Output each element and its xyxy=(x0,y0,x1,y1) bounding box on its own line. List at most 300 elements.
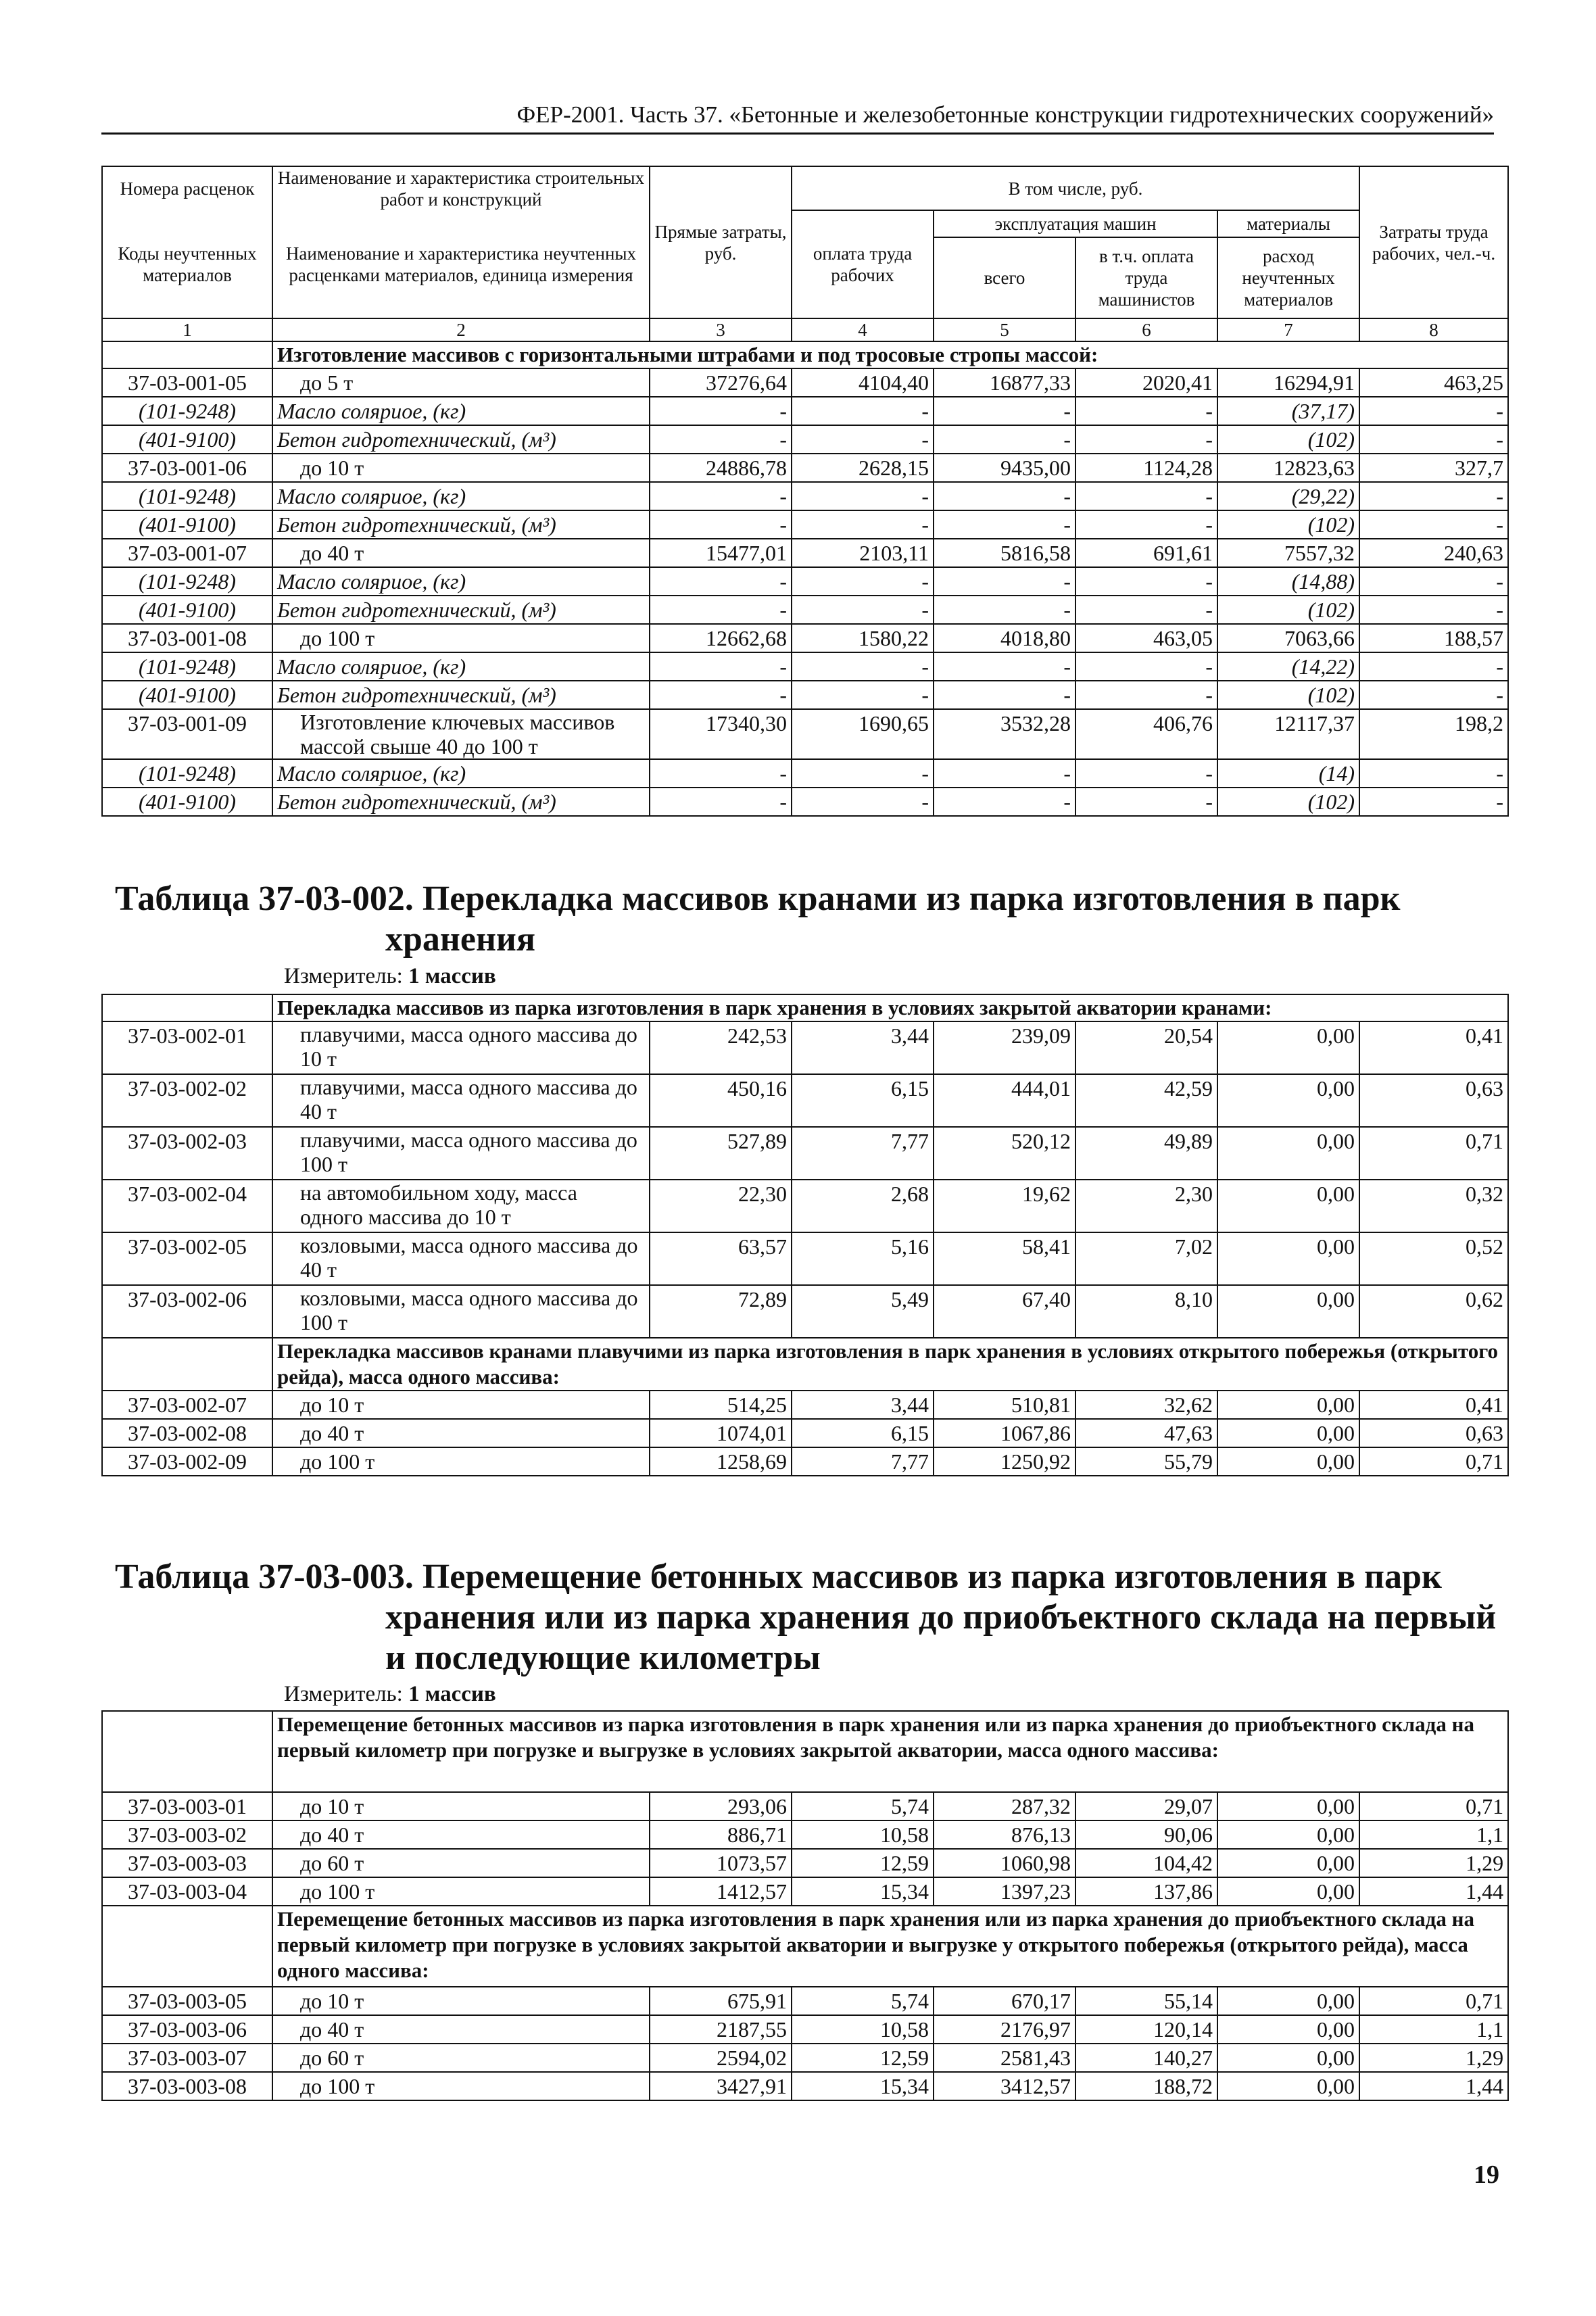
material-code: (101-9248) xyxy=(102,397,272,425)
worker-wage: 15,34 xyxy=(792,2072,934,2100)
worker-wage: 12,59 xyxy=(792,2044,934,2072)
material-code: (401-9100) xyxy=(102,596,272,624)
material-code: (101-9248) xyxy=(102,482,272,510)
labor-hours: 0,52 xyxy=(1359,1232,1508,1285)
machinist-wage: 7,02 xyxy=(1075,1232,1217,1285)
material-name: Бетон гидротехнический, (м³) xyxy=(272,681,650,709)
labor-hours: 0,41 xyxy=(1359,1021,1508,1074)
col-header-machines: эксплуатация машин xyxy=(934,210,1217,237)
worker-wage: 5,74 xyxy=(792,1987,934,2015)
section-header-row xyxy=(102,994,1508,1021)
measure-label xyxy=(284,964,496,989)
section-header-row xyxy=(102,1711,1508,1792)
machinist-wage: 2020,41 xyxy=(1075,368,1217,397)
table-row xyxy=(102,709,1508,759)
rate-name: до 60 т xyxy=(272,2044,650,2072)
rate-code: 37-03-003-07 xyxy=(102,2044,272,2072)
rate-code: 37-03-003-04 xyxy=(102,1877,272,1906)
dash-cell: - xyxy=(1359,567,1508,596)
section-spacer xyxy=(102,341,272,368)
section-header: Перемещение бетонных массивов из парка изготовления в парк хранения или из парка хранения до приобъектного склада на первый километр при погрузке в условиях закрытой акватории и выгрузке у открытого побережья (открытого рейда), масса одного массива: xyxy=(272,1906,1508,1987)
direct-cost: 17340,30 xyxy=(650,709,792,759)
rate-name: до 5 т xyxy=(272,368,650,397)
table-row xyxy=(102,2072,1508,2100)
worker-wage: 10,58 xyxy=(792,1820,934,1849)
col-header-labor: Затраты труда рабочих, чел.-ч. xyxy=(1359,166,1508,318)
machinist-wage: 188,72 xyxy=(1075,2072,1217,2100)
direct-cost: 242,53 xyxy=(650,1021,792,1074)
table-row xyxy=(102,1820,1508,1849)
section-header-row xyxy=(102,1906,1508,1987)
machines-total: 1250,92 xyxy=(934,1447,1075,1476)
col-number: 5 xyxy=(934,318,1075,341)
table-row xyxy=(102,1074,1508,1127)
dash-cell: - xyxy=(1075,652,1217,681)
dash-cell: - xyxy=(934,510,1075,539)
rate-code: 37-03-001-09 xyxy=(102,709,272,759)
dash-cell: - xyxy=(934,596,1075,624)
labor-hours: 0,63 xyxy=(1359,1074,1508,1127)
dash-cell: - xyxy=(1075,482,1217,510)
table-row xyxy=(102,1849,1508,1877)
material-consumption: (102) xyxy=(1217,681,1359,709)
materials: 16294,91 xyxy=(1217,368,1359,397)
material-consumption: (37,17) xyxy=(1217,397,1359,425)
dash-cell: - xyxy=(650,482,792,510)
materials: 0,00 xyxy=(1217,1232,1359,1285)
machinist-wage: 463,05 xyxy=(1075,624,1217,652)
dash-cell: - xyxy=(1359,681,1508,709)
table-row xyxy=(102,1180,1508,1232)
rates-table-37-03-003 xyxy=(101,1710,1509,2101)
measure-value: 1 массив xyxy=(408,1682,496,1706)
rate-name: до 10 т xyxy=(272,454,650,482)
materials: 0,00 xyxy=(1217,1021,1359,1074)
machinist-wage: 47,63 xyxy=(1075,1419,1217,1447)
machines-total: 239,09 xyxy=(934,1021,1075,1074)
labor-hours: 1,44 xyxy=(1359,2072,1508,2100)
direct-cost: 3427,91 xyxy=(650,2072,792,2100)
materials: 0,00 xyxy=(1217,2044,1359,2072)
table-row xyxy=(102,1419,1508,1447)
labor-hours: 0,71 xyxy=(1359,1127,1508,1180)
section-spacer xyxy=(102,1711,272,1792)
rate-code: 37-03-002-06 xyxy=(102,1285,272,1338)
dash-cell: - xyxy=(934,482,1075,510)
labor-hours: 463,25 xyxy=(1359,368,1508,397)
machines-total: 520,12 xyxy=(934,1127,1075,1180)
material-code: (401-9100) xyxy=(102,425,272,454)
dash-cell: - xyxy=(792,482,934,510)
worker-wage: 5,74 xyxy=(792,1792,934,1820)
machinist-wage: 55,14 xyxy=(1075,1987,1217,2015)
labor-hours: 1,1 xyxy=(1359,1820,1508,1849)
dash-cell: - xyxy=(1075,759,1217,788)
rate-code: 37-03-003-08 xyxy=(102,2072,272,2100)
rate-name: до 10 т xyxy=(272,1987,650,2015)
material-consumption: (102) xyxy=(1217,425,1359,454)
table-title-line-1: Таблица 37-03-003. Перемещение бетонных массивов из парка изготовления в парк xyxy=(115,1558,1442,1596)
rate-name: до 40 т xyxy=(272,539,650,567)
machines-total: 670,17 xyxy=(934,1987,1075,2015)
material-consumption: (14,22) xyxy=(1217,652,1359,681)
table-row xyxy=(102,1127,1508,1180)
machines-total: 1067,86 xyxy=(934,1419,1075,1447)
rate-code: 37-03-002-04 xyxy=(102,1180,272,1232)
direct-cost: 24886,78 xyxy=(650,454,792,482)
table-row xyxy=(102,2015,1508,2044)
col-number: 8 xyxy=(1359,318,1508,341)
machines-total: 58,41 xyxy=(934,1232,1075,1285)
page-number: 19 xyxy=(1474,2161,1499,2189)
dash-cell: - xyxy=(1359,425,1508,454)
col-header-machines-wage: в т.ч. оплата труда машинистов xyxy=(1075,237,1217,318)
machines-total: 1397,23 xyxy=(934,1877,1075,1906)
machines-total: 9435,00 xyxy=(934,454,1075,482)
dash-cell: - xyxy=(1075,681,1217,709)
table-row xyxy=(102,1792,1508,1820)
dash-cell: - xyxy=(1359,652,1508,681)
rate-code: 37-03-001-07 xyxy=(102,539,272,567)
machinist-wage: 120,14 xyxy=(1075,2015,1217,2044)
dash-cell: - xyxy=(1359,788,1508,816)
table-row xyxy=(102,539,1508,567)
materials: 7557,32 xyxy=(1217,539,1359,567)
section-header: Перемещение бетонных массивов из парка изготовления в парк хранения или из парка хранения до приобъектного склада на первый километр при погрузке и выгрузке в условиях закрытой акватории, масса одного массива: xyxy=(272,1711,1508,1792)
section-spacer xyxy=(102,994,272,1021)
material-code: (401-9100) xyxy=(102,788,272,816)
col-header-materials-sub: расход неучтенных материалов xyxy=(1217,237,1359,318)
material-row xyxy=(102,425,1508,454)
section-spacer xyxy=(102,1338,272,1391)
machines-total: 16877,33 xyxy=(934,368,1075,397)
rate-name: козловыми, масса одного массива до 100 т xyxy=(272,1285,650,1338)
dash-cell: - xyxy=(934,681,1075,709)
dash-cell: - xyxy=(650,652,792,681)
dash-cell: - xyxy=(792,788,934,816)
dash-cell: - xyxy=(650,397,792,425)
table-title-37-03-003 xyxy=(115,1557,1496,1679)
material-consumption: (102) xyxy=(1217,596,1359,624)
rate-code: 37-03-002-09 xyxy=(102,1447,272,1476)
col-header-incl: В том числе, руб. xyxy=(792,166,1359,210)
measure-label-text: Измеритель: xyxy=(284,1682,409,1706)
machines-total: 1060,98 xyxy=(934,1849,1075,1877)
dash-cell: - xyxy=(934,567,1075,596)
material-name: Бетон гидротехнический, (м³) xyxy=(272,788,650,816)
dash-cell: - xyxy=(934,425,1075,454)
machines-total: 876,13 xyxy=(934,1820,1075,1849)
materials: 12823,63 xyxy=(1217,454,1359,482)
direct-cost: 514,25 xyxy=(650,1391,792,1419)
material-row xyxy=(102,788,1508,816)
table-row xyxy=(102,1447,1508,1476)
material-name: Бетон гидротехнический, (м³) xyxy=(272,596,650,624)
materials: 0,00 xyxy=(1217,1285,1359,1338)
rate-code: 37-03-001-06 xyxy=(102,454,272,482)
worker-wage: 6,15 xyxy=(792,1419,934,1447)
dash-cell: - xyxy=(1075,397,1217,425)
page-header: ФЕР-2001. Часть 37. «Бетонные и железобетонные конструкции гидротехнических сооружений» xyxy=(101,101,1494,135)
table-row xyxy=(102,1232,1508,1285)
col-header-codes-top: Номера расценок xyxy=(102,166,272,210)
direct-cost: 15477,01 xyxy=(650,539,792,567)
labor-hours: 1,29 xyxy=(1359,2044,1508,2072)
materials: 0,00 xyxy=(1217,1877,1359,1906)
dash-cell: - xyxy=(1359,482,1508,510)
worker-wage: 1580,22 xyxy=(792,624,934,652)
materials: 0,00 xyxy=(1217,1391,1359,1419)
worker-wage: 6,15 xyxy=(792,1074,934,1127)
section-header: Перекладка массивов кранами плавучими из парка изготовления в парк хранения в условиях открытого побережья (открытого рейда), масса одного массива: xyxy=(272,1338,1508,1391)
direct-cost: 37276,64 xyxy=(650,368,792,397)
rate-code: 37-03-002-07 xyxy=(102,1391,272,1419)
section-spacer xyxy=(102,1906,272,1987)
worker-wage: 15,34 xyxy=(792,1877,934,1906)
machines-total: 19,62 xyxy=(934,1180,1075,1232)
material-consumption: (14,88) xyxy=(1217,567,1359,596)
table-row xyxy=(102,1021,1508,1074)
material-row xyxy=(102,510,1508,539)
material-consumption: (102) xyxy=(1217,788,1359,816)
machines-total: 2176,97 xyxy=(934,2015,1075,2044)
machines-total: 510,81 xyxy=(934,1391,1075,1419)
material-row xyxy=(102,482,1508,510)
labor-hours: 198,2 xyxy=(1359,709,1508,759)
material-row xyxy=(102,681,1508,709)
machinist-wage: 20,54 xyxy=(1075,1021,1217,1074)
labor-hours: 1,44 xyxy=(1359,1877,1508,1906)
worker-wage: 7,77 xyxy=(792,1127,934,1180)
rate-name: плавучими, масса одного массива до 10 т xyxy=(272,1021,650,1074)
material-consumption: (14) xyxy=(1217,759,1359,788)
rate-code: 37-03-003-03 xyxy=(102,1849,272,1877)
machinist-wage: 55,79 xyxy=(1075,1447,1217,1476)
section-header-row xyxy=(102,341,1508,368)
direct-cost: 22,30 xyxy=(650,1180,792,1232)
worker-wage: 2,68 xyxy=(792,1180,934,1232)
machinist-wage: 32,62 xyxy=(1075,1391,1217,1419)
rate-name: Изготовление ключевых массивов массой свыше 40 до 100 т xyxy=(272,709,650,759)
dash-cell: - xyxy=(1359,759,1508,788)
dash-cell: - xyxy=(792,510,934,539)
dash-cell: - xyxy=(934,759,1075,788)
col-header-machines-total: всего xyxy=(934,237,1075,318)
machinist-wage: 8,10 xyxy=(1075,1285,1217,1338)
materials: 0,00 xyxy=(1217,1792,1359,1820)
rate-code: 37-03-003-05 xyxy=(102,1987,272,2015)
labor-hours: 0,71 xyxy=(1359,1447,1508,1476)
rate-code: 37-03-002-01 xyxy=(102,1021,272,1074)
rate-name: до 10 т xyxy=(272,1792,650,1820)
materials: 0,00 xyxy=(1217,1820,1359,1849)
labor-hours: 0,32 xyxy=(1359,1180,1508,1232)
labor-hours: 188,57 xyxy=(1359,624,1508,652)
machines-total: 287,32 xyxy=(934,1792,1075,1820)
worker-wage: 10,58 xyxy=(792,2015,934,2044)
materials: 0,00 xyxy=(1217,1419,1359,1447)
materials: 0,00 xyxy=(1217,1849,1359,1877)
rate-name: до 100 т xyxy=(272,2072,650,2100)
material-row xyxy=(102,759,1508,788)
machinist-wage: 42,59 xyxy=(1075,1074,1217,1127)
material-name: Масло соляриое, (кг) xyxy=(272,759,650,788)
rate-code: 37-03-002-03 xyxy=(102,1127,272,1180)
col-number: 2 xyxy=(272,318,650,341)
worker-wage: 2103,11 xyxy=(792,539,934,567)
dash-cell: - xyxy=(1359,596,1508,624)
material-row xyxy=(102,596,1508,624)
labor-hours: 1,1 xyxy=(1359,2015,1508,2044)
col-header-codes-bottom: Коды неучтенных материалов xyxy=(102,210,272,318)
worker-wage: 5,49 xyxy=(792,1285,934,1338)
col-header-name-top: Наименование и характеристика строительных работ и конструкций xyxy=(272,166,650,210)
section-header-row xyxy=(102,1338,1508,1391)
table-row xyxy=(102,454,1508,482)
labor-hours: 1,29 xyxy=(1359,1849,1508,1877)
direct-cost: 1074,01 xyxy=(650,1419,792,1447)
material-name: Масло соляриое, (кг) xyxy=(272,652,650,681)
materials: 0,00 xyxy=(1217,2015,1359,2044)
table-row xyxy=(102,1285,1508,1338)
rate-code: 37-03-003-06 xyxy=(102,2015,272,2044)
materials: 12117,37 xyxy=(1217,709,1359,759)
machines-total: 444,01 xyxy=(934,1074,1075,1127)
dash-cell: - xyxy=(1075,510,1217,539)
dash-cell: - xyxy=(650,759,792,788)
material-name: Масло соляриое, (кг) xyxy=(272,397,650,425)
materials: 0,00 xyxy=(1217,1127,1359,1180)
machines-total: 4018,80 xyxy=(934,624,1075,652)
machines-total: 3532,28 xyxy=(934,709,1075,759)
machinist-wage: 90,06 xyxy=(1075,1820,1217,1849)
table-row xyxy=(102,1987,1508,2015)
worker-wage: 3,44 xyxy=(792,1021,934,1074)
measure-label xyxy=(284,1682,496,1707)
dash-cell: - xyxy=(792,759,934,788)
dash-cell: - xyxy=(934,397,1075,425)
dash-cell: - xyxy=(1075,567,1217,596)
machinist-wage: 140,27 xyxy=(1075,2044,1217,2072)
direct-cost: 293,06 xyxy=(650,1792,792,1820)
dash-cell: - xyxy=(792,425,934,454)
material-code: (101-9248) xyxy=(102,759,272,788)
direct-cost: 1412,57 xyxy=(650,1877,792,1906)
col-number: 7 xyxy=(1217,318,1359,341)
col-number: 1 xyxy=(102,318,272,341)
labor-hours: 240,63 xyxy=(1359,539,1508,567)
dash-cell: - xyxy=(650,425,792,454)
dash-cell: - xyxy=(1359,397,1508,425)
rate-name: до 40 т xyxy=(272,2015,650,2044)
worker-wage: 2628,15 xyxy=(792,454,934,482)
labor-hours: 0,62 xyxy=(1359,1285,1508,1338)
labor-hours: 0,63 xyxy=(1359,1419,1508,1447)
col-header-direct: Прямые затраты, руб. xyxy=(650,166,792,318)
worker-wage: 7,77 xyxy=(792,1447,934,1476)
rate-name: плавучими, масса одного массива до 40 т xyxy=(272,1074,650,1127)
material-name: Бетон гидротехнический, (м³) xyxy=(272,425,650,454)
direct-cost: 1073,57 xyxy=(650,1849,792,1877)
table-row xyxy=(102,1877,1508,1906)
materials: 0,00 xyxy=(1217,1987,1359,2015)
direct-cost: 450,16 xyxy=(650,1074,792,1127)
materials: 0,00 xyxy=(1217,1180,1359,1232)
section-header: Перекладка массивов из парка изготовления в парк хранения в условиях закрытой акватории кранами: xyxy=(272,994,1508,1021)
dash-cell: - xyxy=(792,652,934,681)
direct-cost: 2187,55 xyxy=(650,2015,792,2044)
table-title-line-2: хранения или из парка хранения до приобъектного склада на первый xyxy=(385,1598,1497,1637)
materials: 0,00 xyxy=(1217,1074,1359,1127)
worker-wage: 5,16 xyxy=(792,1232,934,1285)
direct-cost: 2594,02 xyxy=(650,2044,792,2072)
rate-code: 37-03-003-02 xyxy=(102,1820,272,1849)
worker-wage: 4104,40 xyxy=(792,368,934,397)
direct-cost: 72,89 xyxy=(650,1285,792,1338)
labor-hours: 0,41 xyxy=(1359,1391,1508,1419)
machines-total: 67,40 xyxy=(934,1285,1075,1338)
dash-cell: - xyxy=(934,788,1075,816)
direct-cost: 63,57 xyxy=(650,1232,792,1285)
materials: 7063,66 xyxy=(1217,624,1359,652)
col-header-materials: материалы xyxy=(1217,210,1359,237)
dash-cell: - xyxy=(650,596,792,624)
measure-value: 1 массив xyxy=(408,964,496,988)
material-consumption: (29,22) xyxy=(1217,482,1359,510)
direct-cost: 675,91 xyxy=(650,1987,792,2015)
material-code: (401-9100) xyxy=(102,681,272,709)
material-row xyxy=(102,652,1508,681)
dash-cell: - xyxy=(792,681,934,709)
material-name: Бетон гидротехнический, (м³) xyxy=(272,510,650,539)
rate-name: до 40 т xyxy=(272,1820,650,1849)
col-header-wage: оплата труда рабочих xyxy=(792,210,934,318)
worker-wage: 12,59 xyxy=(792,1849,934,1877)
dash-cell: - xyxy=(650,788,792,816)
dash-cell: - xyxy=(650,681,792,709)
dash-cell: - xyxy=(1359,510,1508,539)
table-row xyxy=(102,368,1508,397)
labor-hours: 327,7 xyxy=(1359,454,1508,482)
dash-cell: - xyxy=(1075,788,1217,816)
dash-cell: - xyxy=(650,510,792,539)
material-code: (101-9248) xyxy=(102,567,272,596)
direct-cost: 886,71 xyxy=(650,1820,792,1849)
labor-hours: 0,71 xyxy=(1359,1987,1508,2015)
col-number: 6 xyxy=(1075,318,1217,341)
machinist-wage: 691,61 xyxy=(1075,539,1217,567)
materials: 0,00 xyxy=(1217,1447,1359,1476)
rate-name: до 10 т xyxy=(272,1391,650,1419)
machinist-wage: 104,42 xyxy=(1075,1849,1217,1877)
material-code: (101-9248) xyxy=(102,652,272,681)
rate-code: 37-03-002-08 xyxy=(102,1419,272,1447)
machinist-wage: 49,89 xyxy=(1075,1127,1217,1180)
table-row xyxy=(102,1391,1508,1419)
dash-cell: - xyxy=(934,652,1075,681)
dash-cell: - xyxy=(650,567,792,596)
measure-label-text: Измеритель: xyxy=(284,964,409,988)
table-title-37-03-002 xyxy=(115,879,1400,960)
direct-cost: 12662,68 xyxy=(650,624,792,652)
table-title-line-1: Таблица 37-03-002. Перекладка массивов кранами из парка изготовления в парк xyxy=(115,879,1401,918)
material-code: (401-9100) xyxy=(102,510,272,539)
rates-table-37-03-002 xyxy=(101,994,1509,1476)
rate-name: плавучими, масса одного массива до 100 т xyxy=(272,1127,650,1180)
rate-name: на автомобильном ходу, масса одного массива до 10 т xyxy=(272,1180,650,1232)
rate-name: до 40 т xyxy=(272,1419,650,1447)
rate-name: козловыми, масса одного массива до 40 т xyxy=(272,1232,650,1285)
